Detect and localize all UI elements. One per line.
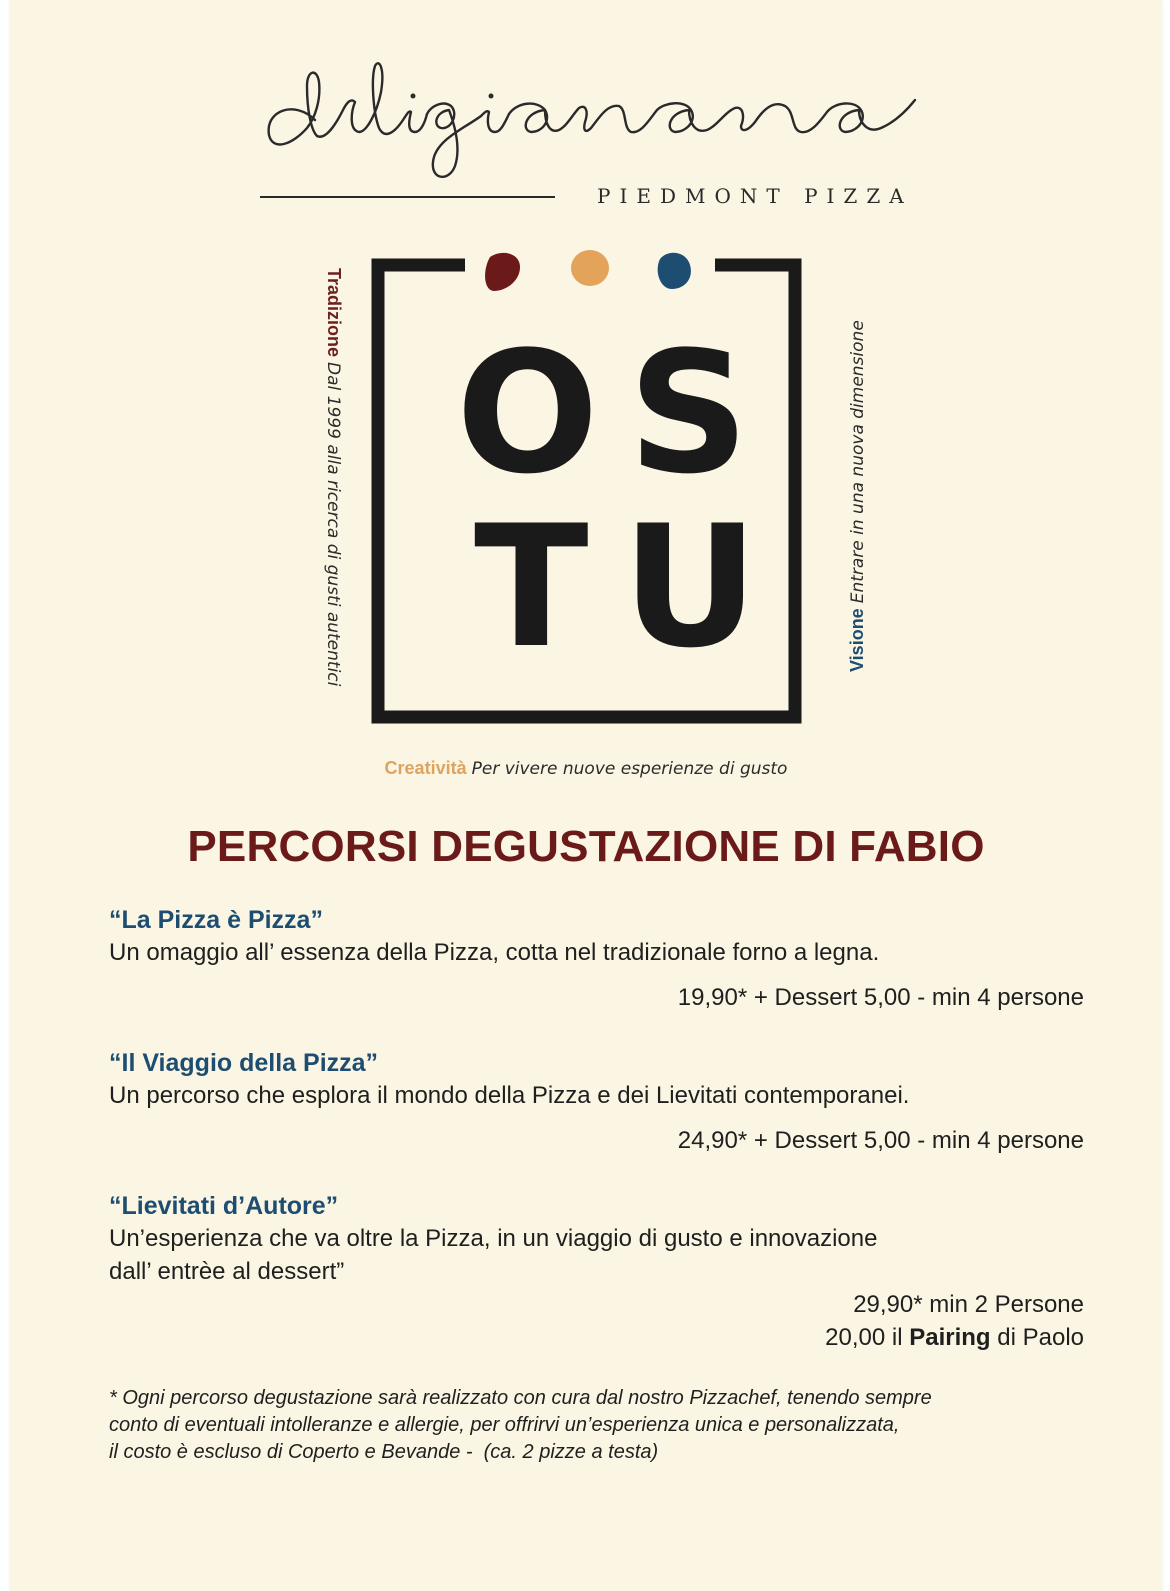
course-name: “La Pizza è Pizza”: [109, 906, 323, 934]
course-description-line: dall’ entrèe al dessert”: [109, 1258, 345, 1285]
logo-letter-u: U: [622, 489, 759, 685]
course-item: [109, 1190, 1084, 1354]
course-description: Un omaggio all’ essenza della Pizza, cotta nel tradizionale forno a legna.: [109, 939, 880, 966]
brand-subtitle: PIEDMONT PIZZA: [597, 184, 913, 208]
menu-page: [10, 0, 1162, 1591]
pairing-label: Pairing: [909, 1324, 991, 1351]
course-description: Un percorso che esplora il mondo della Pizza e dei Lievitati contemporanei.: [109, 1082, 910, 1109]
page-title: PERCORSI DEGUSTAZIONE DI FABIO: [187, 822, 985, 871]
creativita-caption: [10, 758, 1162, 779]
tradizione-caption: [323, 268, 344, 686]
pairing-suffix: di Paolo: [990, 1324, 1084, 1351]
footnote-line: * Ogni percorso degustazione sarà realizzato con cura dal nostro Pizzachef, tenendo sempre: [109, 1387, 932, 1409]
logo-letter-t: T: [474, 489, 589, 685]
visione-caption: [847, 320, 868, 672]
course-price: 29,90* min 2 Persone: [853, 1291, 1084, 1318]
visione-keyword: Visione: [847, 608, 867, 672]
creativita-keyword: Creatività: [384, 758, 467, 778]
logo-letter-s: S: [628, 315, 749, 511]
course-item: [109, 1047, 1084, 1157]
creativita-text: Per vivere nuove esperienze di gusto: [471, 759, 788, 779]
footnote-line: il costo è escluso di Coperto e Bevande - (ca. 2 pizze a testa): [109, 1441, 659, 1463]
dot-red: [485, 253, 520, 291]
visione-text: Entrare in una nuova dimensione: [848, 320, 868, 604]
course-item: [109, 904, 1084, 1014]
dot-blue: [658, 253, 691, 289]
footnote: [109, 1385, 1099, 1466]
logo-letter-o: O: [456, 315, 599, 511]
ostu-logo: [370, 245, 820, 745]
tradizione-keyword: Tradizione: [324, 268, 344, 358]
footnote-line: conto di eventuali intolleranze e allergie, per offrirvi un’esperienza unica e personalizzata,: [109, 1414, 900, 1436]
course-name: “Lievitati d’Autore”: [109, 1192, 339, 1220]
course-name: “Il Viaggio della Pizza”: [109, 1049, 379, 1077]
course-pairing-price: [109, 1321, 1084, 1354]
tradizione-text: Dal 1999 alla ricerca di gusti autentici: [323, 362, 343, 687]
course-price: 19,90* + Dessert 5,00 - min 4 persone: [677, 984, 1084, 1011]
pairing-prefix: 20,00 il: [825, 1324, 910, 1351]
artigiana-script-logo: [255, 40, 935, 190]
course-description-line: Un’esperienza che va oltre la Pizza, in un viaggio di gusto e innovazione: [109, 1225, 878, 1252]
brand-divider: [260, 196, 555, 198]
course-price: 24,90* + Dessert 5,00 - min 4 persone: [677, 1127, 1084, 1154]
dot-orange: [571, 250, 609, 286]
